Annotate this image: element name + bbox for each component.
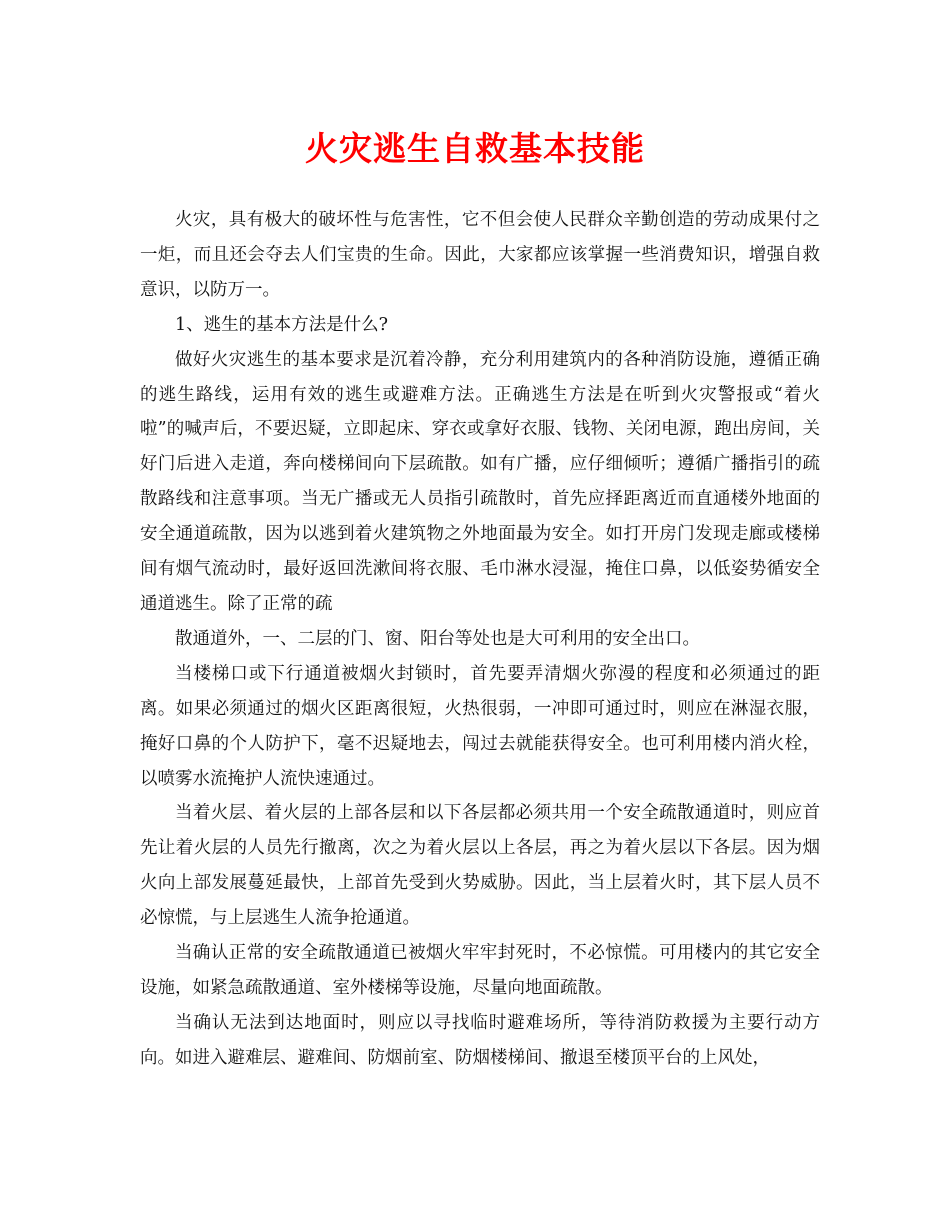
- paragraph-sealed-passage: 当确认正常的安全疏散通道已被烟火牢牢封死时，不必惊慌。可用楼内的其它安全设施，如紧急疏散通道、室外楼梯等设施，尽量向地面疏散。: [140, 943, 820, 998]
- paragraph-shared-passage: 当着火层、着火层的上部各层和以下各层都必须共用一个安全疏散通道时，则应首先让着火层的人员先行撤离，次之为着火层以上各层，再之为着火层以下各层。因为烟火向上部发展蔓延最快，上部首先受到火势威胁。因此，当上层着火时，其下层人员不必惊慌，与上层逃生人流争抢通道。: [140, 803, 820, 929]
- paragraph-basic-method: 做好火灾逃生的基本要求是沉着冷静，充分利用建筑内的各种消防设施，遵循正确的逃生路线，运用有效的逃生或避难方法。正确逃生方法是在听到火灾警报或“着火啦”的喊声后，不要迟疑，立即起床、穿衣或拿好衣服、钱物、关闭电源，跑出房间，关好门后进入走道，奔向楼梯间向下层疏散。如有广播，应仔细倾听；遵循广播指引的疏散路线和注意事项。当无广播或无人员指引疏散时，首先应择距离近而直通楼外地面的安全通道疏散，因为以逃到着火建筑物之外地面最为安全。如打开房门发现走廊或楼梯间有烟气流动时，最好返回洗漱间将衣服、毛巾淋水浸湿，掩住口鼻，以低姿势循安全通道逃生。除了正常的疏: [140, 349, 820, 614]
- paragraph-exits: 散通道外，一、二层的门、窗、阳台等处也是大可利用的安全出口。: [175, 628, 700, 649]
- paragraph-question-heading: 1、逃生的基本方法是什么?: [175, 314, 389, 335]
- document-body: [140, 203, 820, 1076]
- paragraph-blocked-stairs: 当楼梯口或下行通道被烟火封锁时，首先要弄清烟火弥漫的程度和必须通过的距离。如果必须通过的烟火区距离很短，火热很弱，一冲即可通过时，则应在淋湿衣服，掩好口鼻的个人防护下，毫不迟疑地去，闯过去就能获得安全。也可利用楼内消火栓，以喷雾水流掩护人流快速通过。: [140, 663, 820, 789]
- paragraph-refuge: 当确认无法到达地面时，则应以寻找临时避难场所，等待消防救援为主要行动方向。如进入避难层、避难间、防烟前室、防烟楼梯间、撤退至楼顶平台的上风处，: [140, 1012, 820, 1068]
- document-title: 火灾逃生自救基本技能: [305, 129, 645, 168]
- paragraph-intro: 火灾，具有极大的破坏性与危害性，它不但会使人民群众辛勤创造的劳动成果付之一炬，而且还会夺去人们宝贵的生命。因此，大家都应该掌握一些消费知识，增强自救意识，以防万一。: [140, 210, 820, 300]
